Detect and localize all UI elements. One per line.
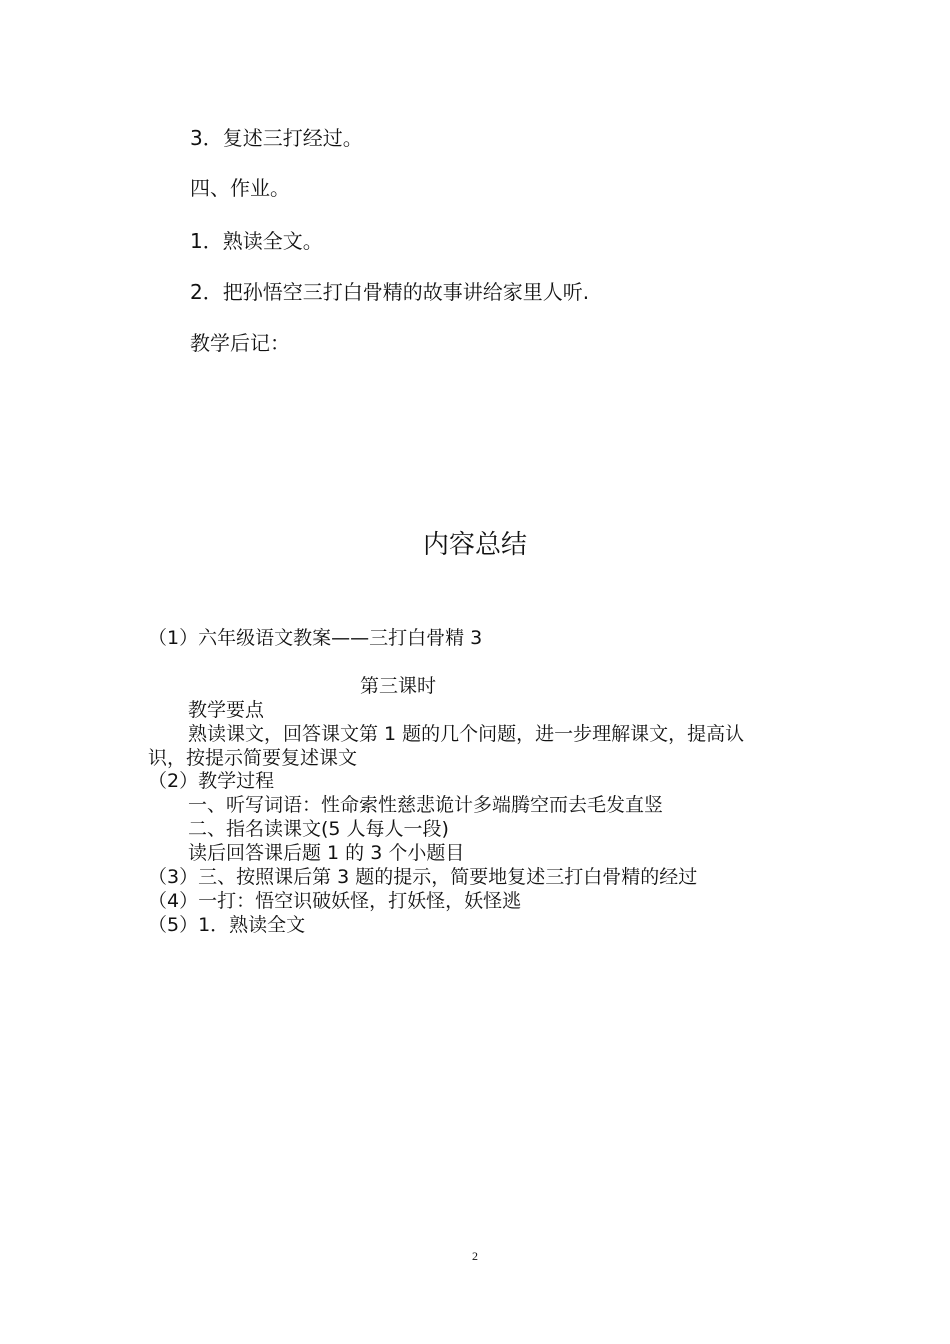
summary-item-1: （1）六年级语文教案——三打白骨精 3 [148,627,483,649]
summary-item-2: （2）教学过程 [148,770,275,792]
key-points-line-2: 识，按提示简要复述课文 [148,747,358,769]
summary-item-4: （4）一打：悟空识破妖怪，打妖怪，妖怪逃 [148,890,522,912]
key-points-line-1: 熟读课文，回答课文第 1 题的几个问题，进一步理解课文，提高认 [188,723,745,745]
homework-item-2: 2．把孙悟空三打白骨精的故事讲给家里人听. [190,280,590,304]
process-step-1: 一、听写词语：性命索性慈悲诡计多端腾空而去毛发直竖 [188,794,664,816]
section-homework: 四、作业。 [190,176,290,200]
step-3-retell: 3．复述三打经过。 [190,126,363,150]
lesson-heading: 第三课时 [360,675,437,697]
summary-title: 内容总结 [422,530,527,560]
summary-item-5: （5）1．熟读全文 [148,914,306,936]
process-step-3: 读后回答课后题 1 的 3 个小题目 [188,842,465,864]
key-points-heading: 教学要点 [188,699,265,721]
process-step-2: 二、指名读课文(5 人每人一段) [188,818,449,840]
page-number: 2 [472,1249,478,1263]
homework-item-1: 1．熟读全文。 [190,229,323,253]
summary-item-3: （3）三、按照课后第 3 题的提示，简要地复述三打白骨精的经过 [148,866,698,888]
teaching-notes-label: 教学后记： [190,331,290,355]
